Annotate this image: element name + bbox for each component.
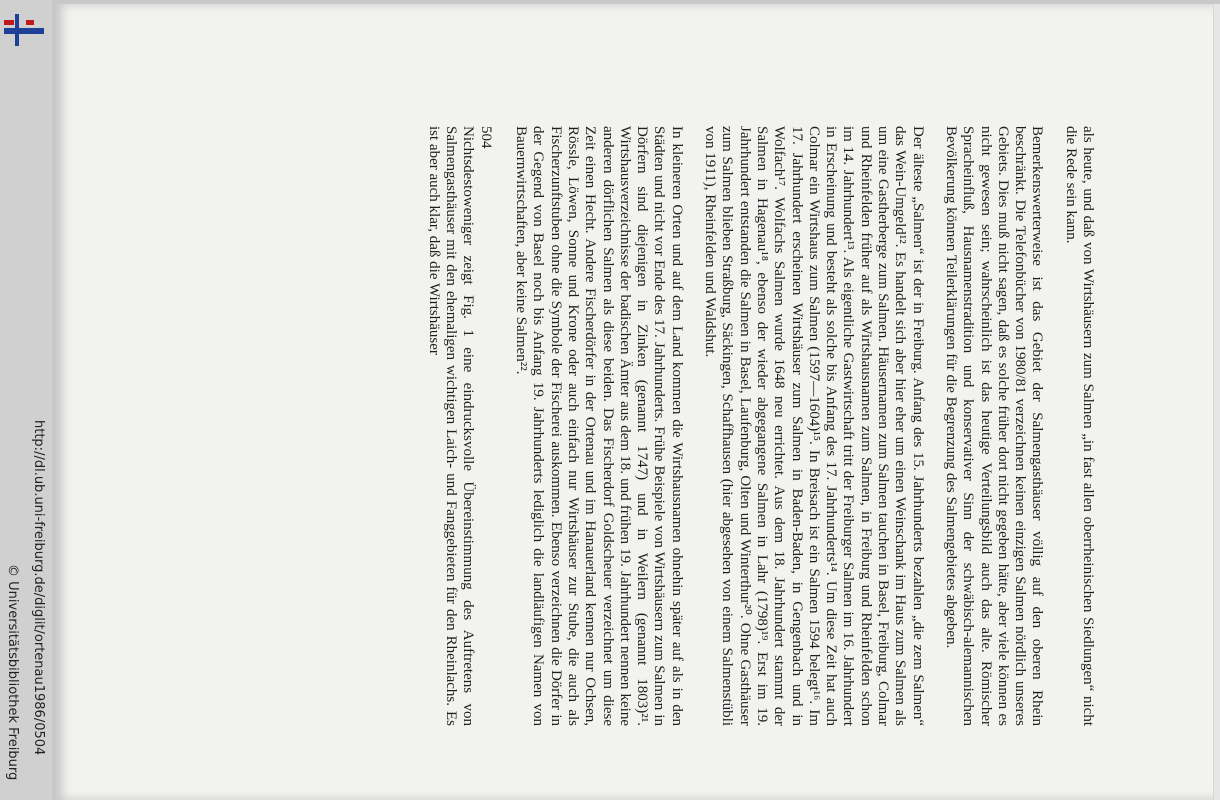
page-number: 504	[477, 126, 494, 149]
paragraph-smaller-towns: In kleineren Orten und auf dem Land kommen die Wirtshausnamen ohnehin später auf als in den Städten und nicht vor Ende des 17. Jahrhunderts. Frühe Beispiele von Wirtshäusern zum Salmen in Dörfern sind diejenigen in Zinken (genannt 1747) und in Weilern (genannt 1803)²¹. Wirtshausverzeichnisse der badischen Ämter aus dem 18. und frühen 19. Jahrhundert nennen keine anderen dörflichen Salmen als diese beiden. Das Fischerdorf Goldscheuer verzeichnet um diese Zeit einen Hecht. Andere Fischerdörfer in der Ortenau und im Hanauerland kennen nur Ochsen, Rössle, Löwen, Sonne und Krone oder auch einfach nur Wirtshäuser zur Stube, die auch als Fischerzunftstuben ohne die Symbole der Fischerei auskommen. Ebenso verzeichnen die Dörfer in der Gegend von Basel noch bis Anfang 19. Jahrhunderts lediglich die landläufigen Namen von Bauernwirtschaften, aber keine Salmen²².	[513, 126, 685, 726]
copyright-notice: © Universitätsbibliothek Freiburg	[5, 564, 20, 781]
library-logo-icon[interactable]	[2, 10, 46, 50]
document-url[interactable]: http://dl.ub.uni-freiburg.de/diglit/ortenau1986/0504	[31, 420, 46, 756]
paragraph-oldest-salmen: Der älteste „Salmen“ ist der in Freiburg. Anfang des 15. Jahrhunderts bezahlen „die zem Salmen“ das Wein-Umgeld¹². Es handelt sich aber hier eher um einen Weinschank im Haus zum Salmen als um eine Gastherberge zum Salmen. Häusernamen zum Salmen tauchen in Basel, Freiburg, Colmar und Rheinfelden früher auf als Wirtshausnamen zum Salmen, in Freiburg und Rheinfelden schon im 14. Jahrhundert¹³. Als eigentliche Gastwirtschaft tritt der Freiburger Salmen im 16. Jahrhundert in Erscheinung und besteht als solche bis Anfang des 17. Jahrhunderts¹⁴. Um diese Zeit hat auch Colmar ein Wirtshaus zum Salmen (1597—1604)¹⁵. In Breisach ist ein Salmen 1594 belegt¹⁶. Im 17. Jahrhundert erscheinen Wirtshäuser zum Salmen in Baden-Baden, in Gengenbach und in Wolfach¹⁷. Wolfachs Salmen wurde 1648 neu errichtet. Aus dem 18. Jahrhundert stammt der Salmen in Hagenau¹⁸, ebenso der wieder abgegangene Salmen in Lahr (1798)¹⁹. Erst im 19. Jahrhundert entstanden die Salmen in Basel, Laufenburg, Olten und Winterthur²⁰. Ohne Gasthäuser zum Salmen blieben Straßburg, Säckingen, Schaffhausen (hier abgesehen von einem Salmenstübli von 1911), Rheinfelden und Waldshut.	[702, 126, 926, 726]
logo-bar-red-left	[4, 20, 14, 25]
paragraph-continuation: als heute, und daß von Wirtshäusern zum Salmen „in fast allen oberrheinischen Siedlungen“ nicht die Rede sein kann.	[1062, 126, 1096, 726]
paragraph-salmen-region: Bemerkenswerterweise ist das Gebiet der Salmengasthäuser völlig auf den oberen Rhein beschränkt. Die Telefonbücher von 1980/81 verzeichnen keinen einzigen Salmen nördlich unseres Gebiets. Dies muß nicht sagen, daß es solche früher dort nicht gegeben hätte, aber viele können es nicht gewesen sein; wahrscheinlich ist das heutige Verteilungsbild auch das alte. Römischer Spracheinfluß, Hausnamenstradition und konservativer Sinn der schwäbisch-alemannischen Bevölkerung können Teilerklärungen für die Begrenzung des Salmengebietes abgeben.	[942, 126, 1046, 726]
paragraph-figure-reference: Nichtsdestoweniger zeigt Fig. 1 eine eindrucksvolle Übereinstimmung des Auftretens von Salmengasthäuser mit den ehemaligen wichtigen Laich- und Fanggebieten für den Rheinlachs. Es ist aber auch klar, daß die Wirtshäuser	[425, 126, 477, 726]
logo-bar-horizontal	[4, 28, 44, 34]
scanned-page	[56, 4, 1220, 800]
page-text	[425, 126, 1096, 726]
logo-bar-red-right	[26, 20, 34, 25]
viewer-sidebar	[0, 0, 52, 800]
page-edge	[1213, 4, 1220, 800]
